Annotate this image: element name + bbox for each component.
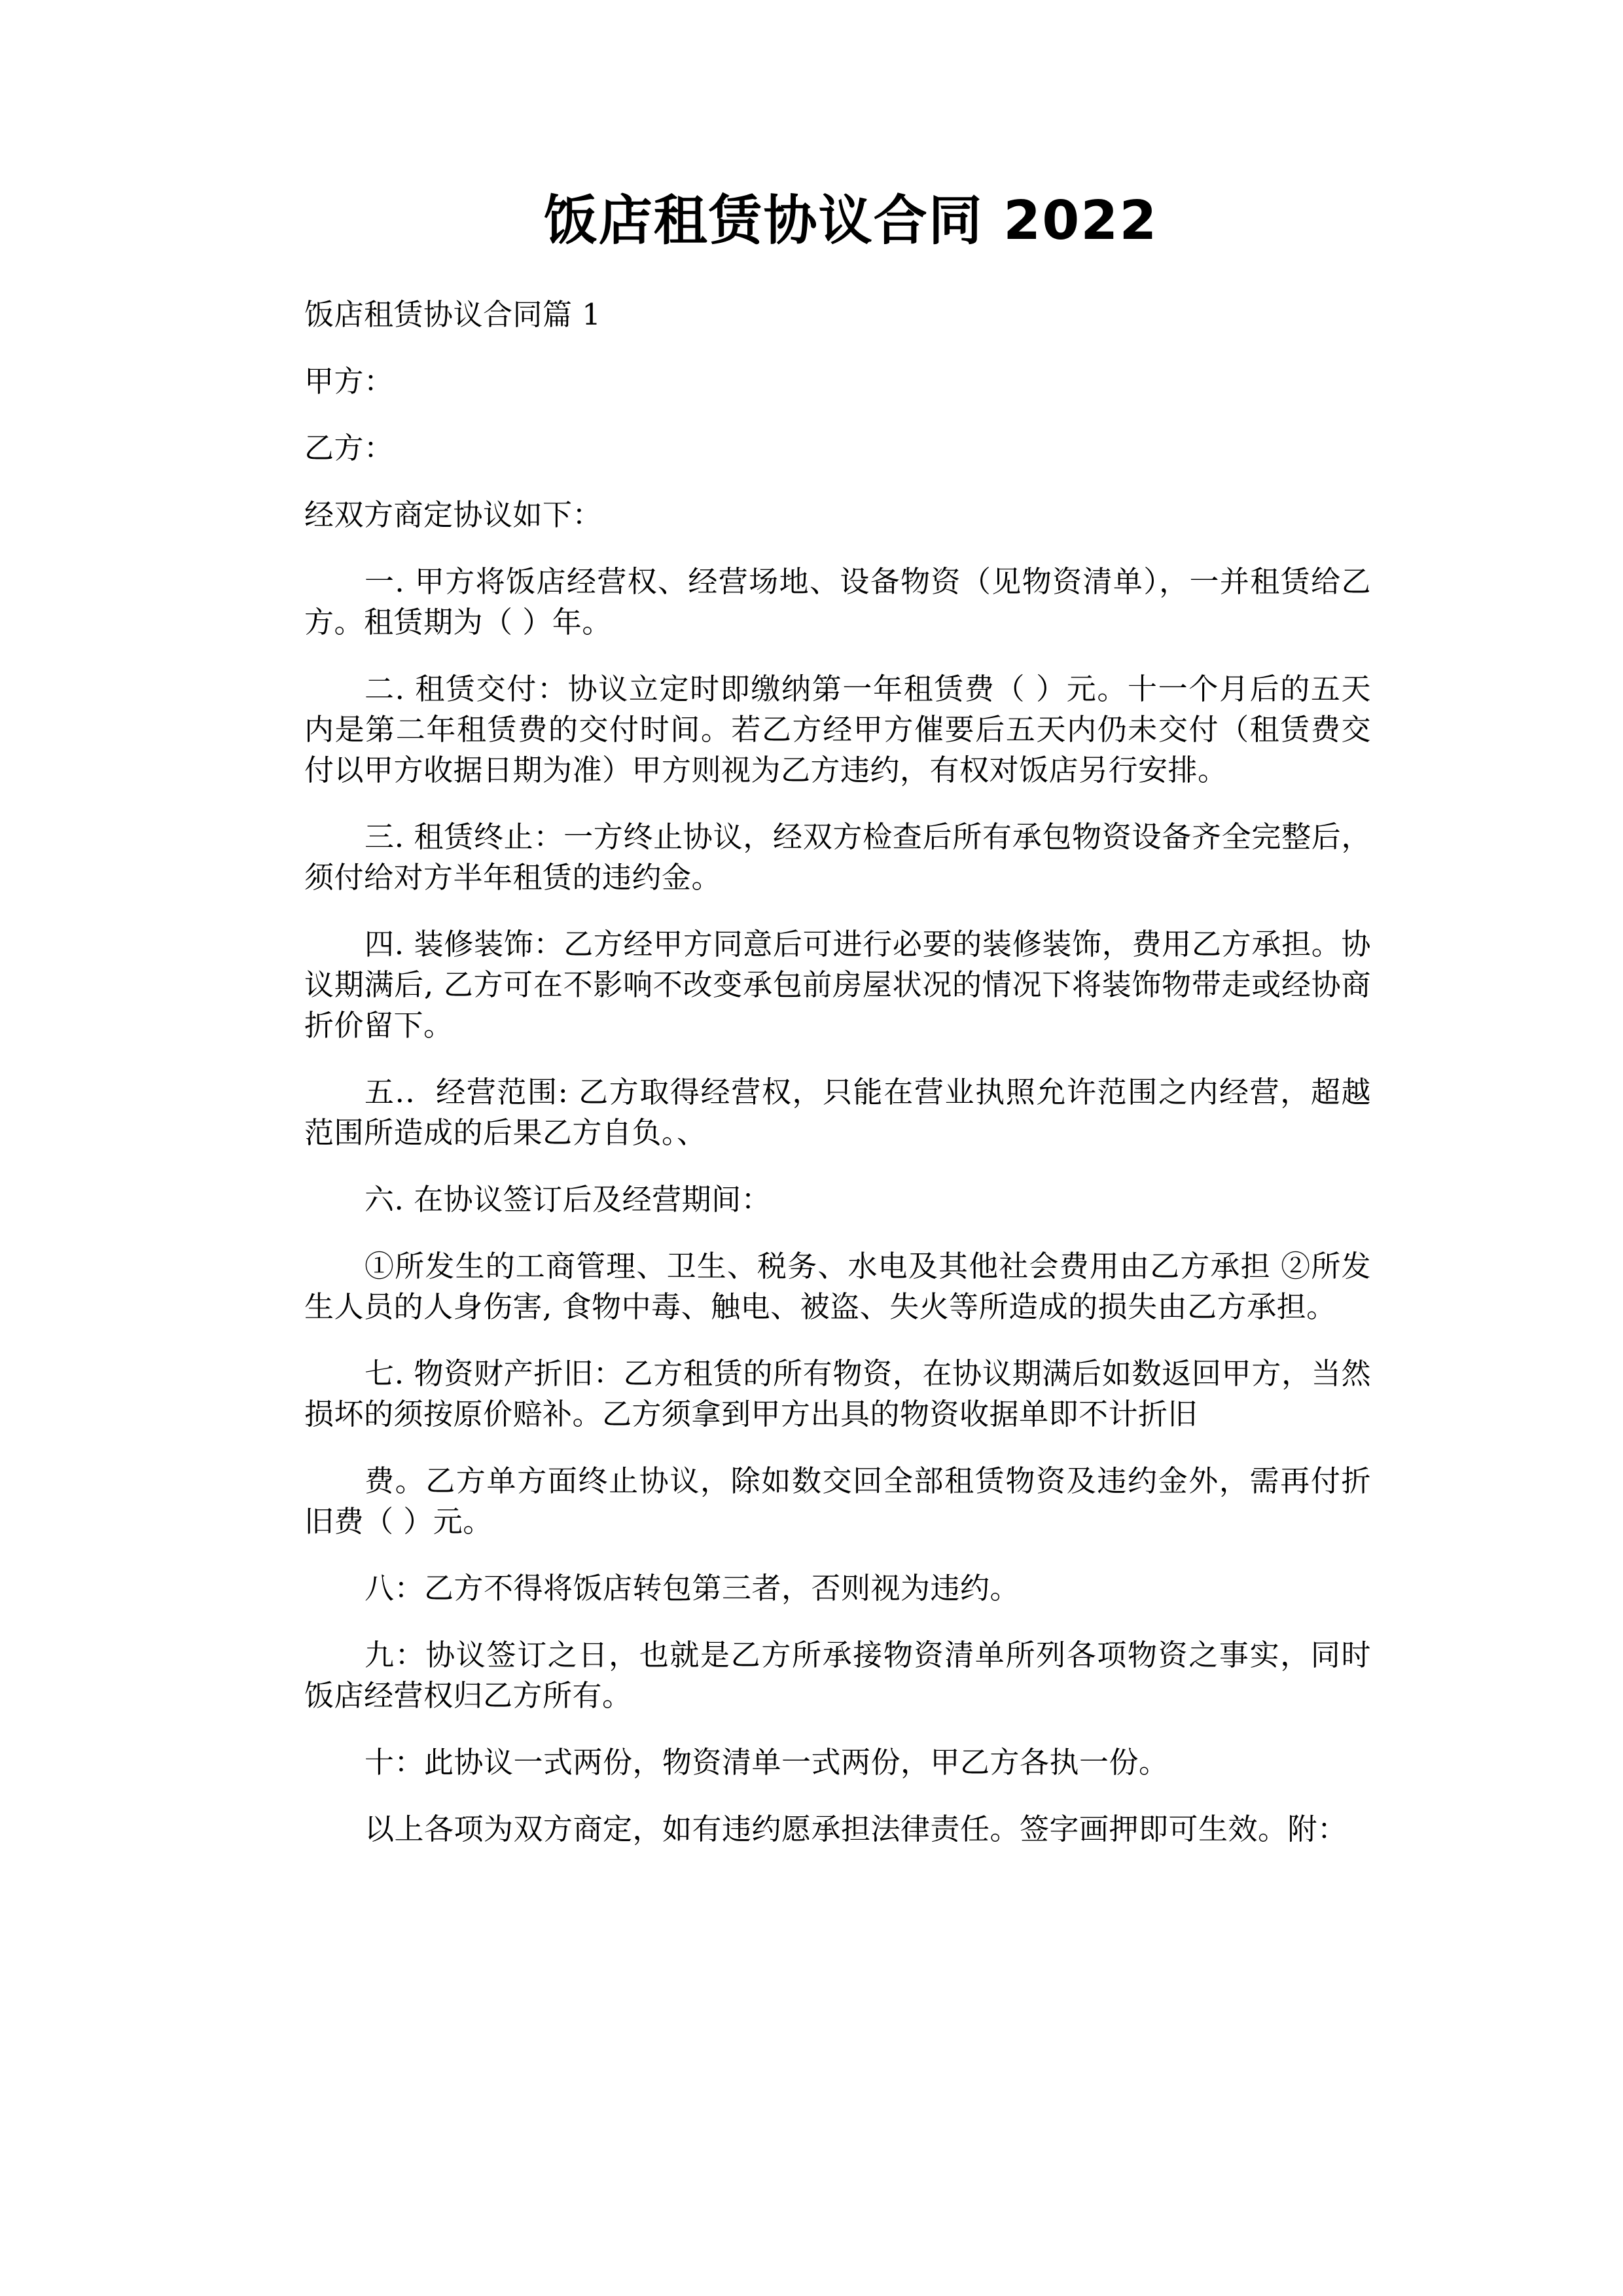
clause-7-continued: 费。乙方单方面终止协议，除如数交回全部租赁物资及违约金外，需再付折旧费（ ）元。 bbox=[304, 1463, 1371, 1539]
document-subtitle: 饭店租赁协议合同篇 1 bbox=[304, 296, 601, 332]
clause-8: 八：乙方不得将饭店转包第三者，否则视为违约。 bbox=[365, 1570, 1020, 1605]
clause-7: 七. 物资财产折旧：乙方租赁的所有物资，在协议期满后如数返回甲方，当然损坏的须按原价赔补。乙方须拿到甲方出具的物资收据单即不计折旧 bbox=[304, 1355, 1371, 1431]
clause-5: 五.．经营范围: 乙方取得经营权，只能在营业执照允许范围之内经营，超越范围所造成的后果乙方自负。、 bbox=[304, 1074, 1371, 1150]
page-title: 饭店租赁协议合同 2022 bbox=[543, 190, 1158, 252]
clause-1: 一. 甲方将饭店经营权、经营场地、设备物资（见物资清单），一并租赁给乙方。租赁期为（ ）年。 bbox=[304, 564, 1371, 639]
clause-4: 四. 装修装饰：乙方经甲方同意后可进行必要的装修装饰，费用乙方承担。协议期满后, 乙方可在不影响不改变承包前房屋状况的情况下将装饰物带走或经协商折价留下。 bbox=[304, 926, 1371, 1043]
preamble-text: 经双方商定协议如下： bbox=[304, 497, 603, 532]
clause-10: 十：此协议一式两份，物资清单一式两份，甲乙方各执一份。 bbox=[365, 1744, 1169, 1780]
clause-9: 九：协议签订之日，也就是乙方所承接物资清单所列各项物资之事实，同时饭店经营权归乙方所有。 bbox=[304, 1637, 1371, 1713]
clause-6-subitems: ①所发生的工商管理、卫生、税务、水电及其他社会费用由乙方承担 ②所发生人员的人身伤害, 食物中毒、触电、被盗、失火等所造成的损失由乙方承担。 bbox=[304, 1248, 1371, 1324]
document-content-column bbox=[304, 0, 1371, 2296]
party-a-label: 甲方： bbox=[304, 363, 394, 399]
party-b-label: 乙方： bbox=[304, 430, 394, 465]
clause-6: 六. 在协议签订后及经营期间： bbox=[365, 1181, 772, 1217]
closing-statement: 以上各项为双方商定，如有违约愿承担法律责任。签字画押即可生效。附： bbox=[365, 1811, 1347, 1846]
clause-2: 二. 租赁交付：协议立定时即缴纳第一年租赁费（ ）元。十一个月后的五天内是第二年租赁费的交付时间。若乙方经甲方催要后五天内仍未交付（租赁费交付以甲方收据日期为准）甲方则视为乙方违约，有权对饭店另行安排。 bbox=[304, 671, 1371, 787]
clause-3: 三. 租赁终止：一方终止协议，经双方检查后所有承包物资设备齐全完整后，须付给对方半年租赁的违约金。 bbox=[304, 819, 1371, 895]
